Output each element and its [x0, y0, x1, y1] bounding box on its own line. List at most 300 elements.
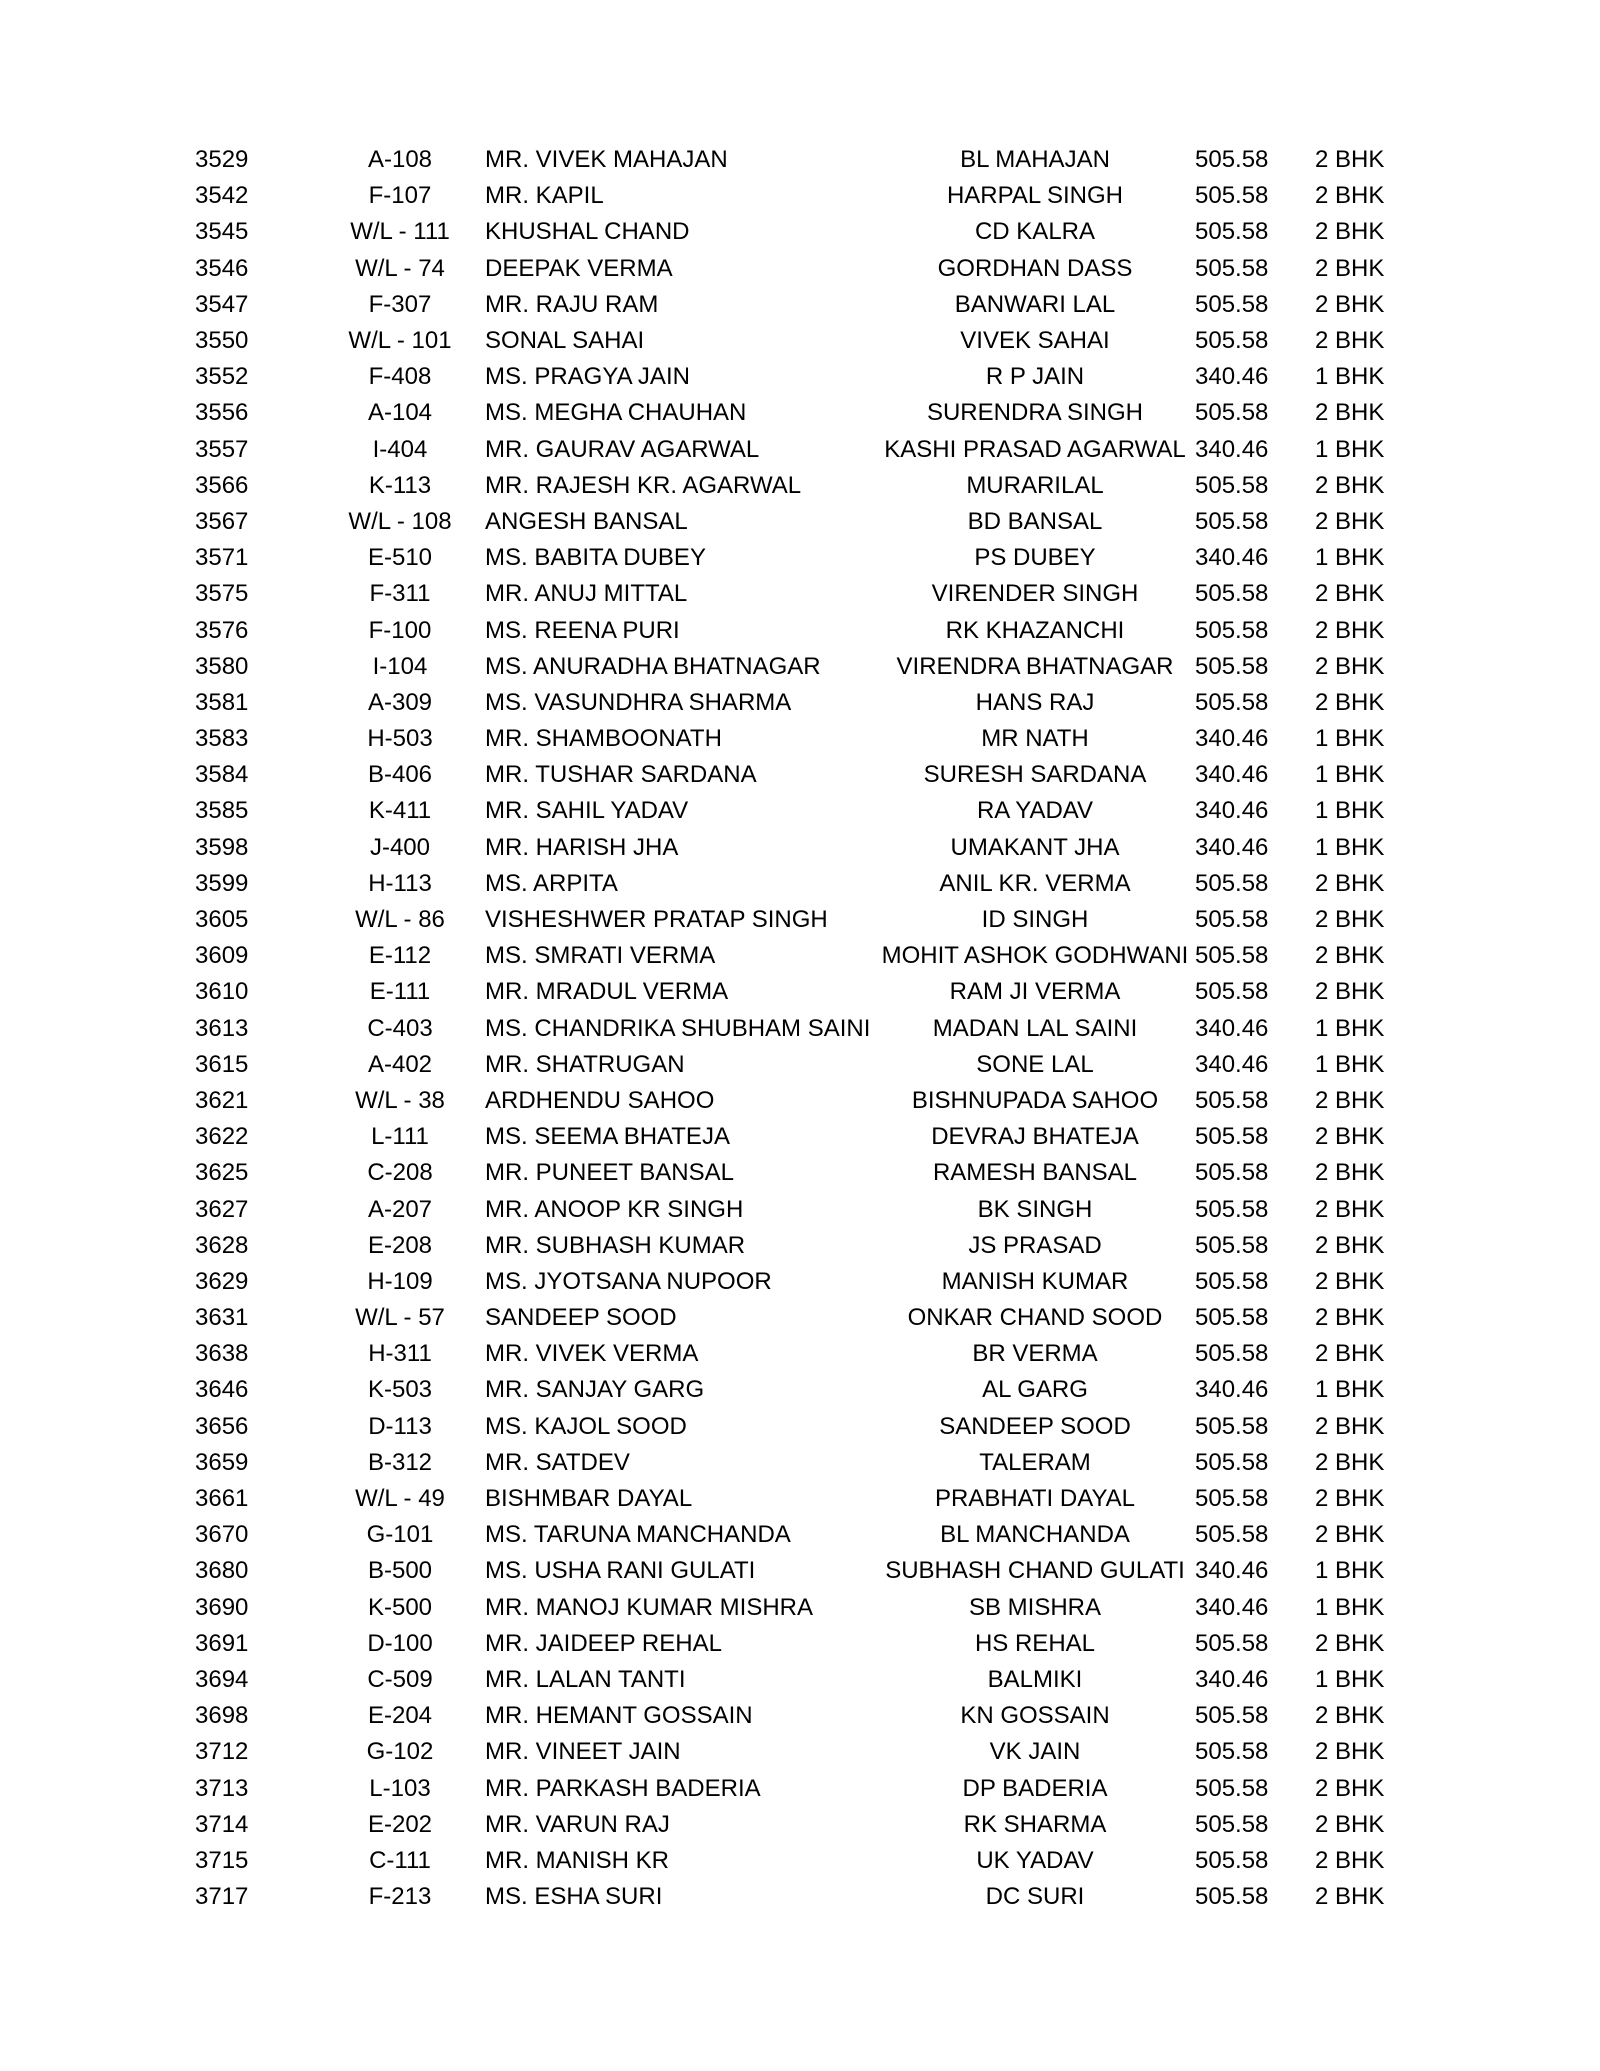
allottee-name-cell: MS. SMRATI VERMA [485, 942, 716, 970]
table-row [195, 468, 1435, 504]
father-name-cell: HARPAL SINGH [946, 182, 1124, 210]
allottee-name-cell: MR. RAJESH KR. AGARWAL [485, 471, 802, 499]
area-cell: 505.58 [1195, 1810, 1269, 1838]
serial-number-cell: 3571 [195, 544, 249, 572]
serial-number-cell: 3581 [195, 688, 249, 716]
allottee-name-cell: MR. SHATRUGAN [485, 1050, 685, 1078]
flat-number-cell: W/L - 74 [355, 254, 445, 282]
area-cell: 340.46 [1195, 1665, 1269, 1693]
allottee-name-cell: MR. RAJU RAM [485, 290, 659, 318]
serial-number-cell: 3631 [195, 1304, 249, 1332]
serial-number-cell: 3661 [195, 1485, 249, 1513]
flat-number-cell: W/L - 57 [355, 1304, 445, 1332]
flat-number-cell: E-510 [367, 544, 433, 572]
allottee-name-cell: MR. ANUJ MITTAL [485, 580, 688, 608]
father-name-cell: BR VERMA [972, 1340, 1098, 1368]
area-cell: 505.58 [1195, 290, 1269, 318]
allottee-name-cell: SONAL SAHAI [485, 327, 645, 355]
table-row [195, 1300, 1435, 1336]
table-row [195, 432, 1435, 468]
flat-type-cell: 2 BHK [1315, 182, 1385, 210]
serial-number-cell: 3698 [195, 1702, 249, 1730]
father-name-cell: PRABHATI DAYAL [934, 1485, 1136, 1513]
flat-type-cell: 2 BHK [1315, 399, 1385, 427]
area-cell: 505.58 [1195, 1267, 1269, 1295]
serial-number-cell: 3584 [195, 761, 249, 789]
father-name-cell: PS DUBEY [974, 544, 1096, 572]
table-row [195, 540, 1435, 576]
serial-number-cell: 3599 [195, 869, 249, 897]
area-cell: 505.58 [1195, 1448, 1269, 1476]
serial-number-cell: 3656 [195, 1412, 249, 1440]
flat-number-cell: A-104 [367, 399, 433, 427]
area-cell: 505.58 [1195, 942, 1269, 970]
flat-type-cell: 2 BHK [1315, 1231, 1385, 1259]
allottee-name-cell: MS. CHANDRIKA SHUBHAM SAINI [485, 1014, 871, 1042]
table-row [195, 721, 1435, 757]
table-row [195, 649, 1435, 685]
allottee-name-cell: MS. REENA PURI [485, 616, 680, 644]
table-row [195, 1843, 1435, 1879]
flat-number-cell: H-311 [368, 1340, 432, 1368]
father-name-cell: SURENDRA SINGH [926, 399, 1144, 427]
area-cell: 340.46 [1195, 544, 1269, 572]
father-name-cell: ANIL KR. VERMA [939, 869, 1131, 897]
table-row [195, 1191, 1435, 1227]
serial-number-cell: 3627 [195, 1195, 249, 1223]
table-row [195, 1807, 1435, 1843]
table-row [195, 938, 1435, 974]
area-cell: 505.58 [1195, 146, 1269, 174]
flat-number-cell: A-402 [367, 1050, 433, 1078]
serial-number-cell: 3690 [195, 1593, 249, 1621]
flat-type-cell: 2 BHK [1315, 869, 1385, 897]
allottee-name-cell: MR. SATDEV [485, 1448, 630, 1476]
area-cell: 505.58 [1195, 1702, 1269, 1730]
flat-type-cell: 2 BHK [1315, 978, 1385, 1006]
allottee-name-cell: MS. USHA RANI GULATI [485, 1557, 756, 1585]
father-name-cell: R P JAIN [985, 363, 1085, 391]
area-cell: 505.58 [1195, 1195, 1269, 1223]
area-cell: 340.46 [1195, 1014, 1269, 1042]
father-name-cell: BALMIKI [987, 1665, 1083, 1693]
serial-number-cell: 3576 [195, 616, 249, 644]
allottee-name-cell: MR. SANJAY GARG [485, 1376, 705, 1404]
father-name-cell: CD KALRA [974, 218, 1096, 246]
flat-number-cell: E-204 [367, 1702, 433, 1730]
father-name-cell: RAM JI VERMA [949, 978, 1121, 1006]
flat-type-cell: 2 BHK [1315, 507, 1385, 535]
allottee-name-cell: MS. PRAGYA JAIN [485, 363, 690, 391]
flat-number-cell: C-111 [369, 1846, 431, 1874]
area-cell: 505.58 [1195, 580, 1269, 608]
flat-type-cell: 2 BHK [1315, 1846, 1385, 1874]
table-row [195, 178, 1435, 214]
father-name-cell: MADAN LAL SAINI [932, 1014, 1138, 1042]
serial-number-cell: 3557 [195, 435, 249, 463]
father-name-cell: VIVEK SAHAI [960, 327, 1110, 355]
flat-number-cell: E-111 [369, 978, 431, 1006]
father-name-cell: JS PRASAD [968, 1231, 1102, 1259]
table-row [195, 1011, 1435, 1047]
allottee-name-cell: MR. VIVEK VERMA [485, 1340, 699, 1368]
area-cell: 505.58 [1195, 399, 1269, 427]
area-cell: 505.58 [1195, 507, 1269, 535]
allottee-name-cell: MS. ANURADHA BHATNAGAR [485, 652, 821, 680]
table-row [195, 1662, 1435, 1698]
serial-number-cell: 3670 [195, 1521, 249, 1549]
flat-number-cell: H-109 [367, 1267, 433, 1295]
flat-type-cell: 1 BHK [1315, 1376, 1385, 1404]
allottee-name-cell: MS. MEGHA CHAUHAN [485, 399, 747, 427]
table-row [195, 1083, 1435, 1119]
serial-number-cell: 3715 [195, 1846, 249, 1874]
area-cell: 505.58 [1195, 1231, 1269, 1259]
flat-type-cell: 2 BHK [1315, 1340, 1385, 1368]
flat-type-cell: 2 BHK [1315, 1629, 1385, 1657]
father-name-cell: ID SINGH [981, 906, 1089, 934]
flat-number-cell: G-102 [366, 1738, 434, 1766]
area-cell: 505.58 [1195, 1123, 1269, 1151]
serial-number-cell: 3638 [195, 1340, 249, 1368]
father-name-cell: SANDEEP SOOD [939, 1412, 1131, 1440]
allotment-table [195, 142, 1435, 1915]
flat-type-cell: 1 BHK [1315, 833, 1385, 861]
serial-number-cell: 3691 [195, 1629, 249, 1657]
table-row [195, 1879, 1435, 1915]
table-row [195, 1481, 1435, 1517]
flat-type-cell: 2 BHK [1315, 1883, 1385, 1911]
flat-type-cell: 1 BHK [1315, 725, 1385, 753]
allottee-name-cell: KHUSHAL CHAND [485, 218, 690, 246]
flat-type-cell: 1 BHK [1315, 1050, 1385, 1078]
allottee-name-cell: MR. JAIDEEP REHAL [485, 1629, 722, 1657]
serial-number-cell: 3605 [195, 906, 249, 934]
serial-number-cell: 3714 [195, 1810, 249, 1838]
area-cell: 340.46 [1195, 725, 1269, 753]
flat-type-cell: 2 BHK [1315, 1123, 1385, 1151]
allottee-name-cell: MR. ANOOP KR SINGH [485, 1195, 744, 1223]
area-cell: 340.46 [1195, 1557, 1269, 1585]
table-row [195, 793, 1435, 829]
table-row [195, 1445, 1435, 1481]
allottee-name-cell: MS. JYOTSANA NUPOOR [485, 1267, 772, 1295]
table-row [195, 1372, 1435, 1408]
father-name-cell: DP BADERIA [962, 1774, 1108, 1802]
flat-number-cell: K-503 [367, 1376, 433, 1404]
flat-number-cell: C-208 [367, 1159, 433, 1187]
flat-number-cell: W/L - 49 [355, 1485, 445, 1513]
area-cell: 505.58 [1195, 182, 1269, 210]
flat-type-cell: 2 BHK [1315, 1267, 1385, 1295]
area-cell: 340.46 [1195, 1050, 1269, 1078]
area-cell: 505.58 [1195, 1774, 1269, 1802]
serial-number-cell: 3628 [195, 1231, 249, 1259]
father-name-cell: SURESH SARDANA [923, 761, 1147, 789]
father-name-cell: SB MISHRA [968, 1593, 1102, 1621]
flat-number-cell: W/L - 111 [350, 218, 450, 246]
area-cell: 505.58 [1195, 1159, 1269, 1187]
table-row [195, 1264, 1435, 1300]
allottee-name-cell: MS. ESHA SURI [485, 1883, 663, 1911]
flat-type-cell: 2 BHK [1315, 1810, 1385, 1838]
father-name-cell: SUBHASH CHAND GULATI [885, 1557, 1185, 1585]
table-row [195, 902, 1435, 938]
flat-number-cell: K-500 [367, 1593, 433, 1621]
area-cell: 505.58 [1195, 327, 1269, 355]
flat-number-cell: E-112 [368, 942, 432, 970]
flat-type-cell: 2 BHK [1315, 616, 1385, 644]
serial-number-cell: 3585 [195, 797, 249, 825]
allottee-name-cell: MR. LALAN TANTI [485, 1665, 686, 1693]
flat-number-cell: A-108 [367, 146, 433, 174]
allottee-name-cell: MR. HEMANT GOSSAIN [485, 1702, 753, 1730]
flat-type-cell: 2 BHK [1315, 1485, 1385, 1513]
serial-number-cell: 3545 [195, 218, 249, 246]
table-row [195, 395, 1435, 431]
allottee-name-cell: MS. ARPITA [485, 869, 618, 897]
father-name-cell: VIRENDER SINGH [931, 580, 1139, 608]
father-name-cell: UMAKANT JHA [950, 833, 1120, 861]
table-row [195, 830, 1435, 866]
flat-number-cell: F-213 [368, 1883, 432, 1911]
allottee-name-cell: MR. TUSHAR SARDANA [485, 761, 757, 789]
area-cell: 505.58 [1195, 1629, 1269, 1657]
table-row [195, 1626, 1435, 1662]
area-cell: 505.58 [1195, 1304, 1269, 1332]
father-name-cell: AL GARG [982, 1376, 1088, 1404]
flat-number-cell: W/L - 101 [348, 327, 452, 355]
flat-number-cell: D-113 [368, 1412, 432, 1440]
allottee-name-cell: MS. VASUNDHRA SHARMA [485, 688, 792, 716]
flat-type-cell: 2 BHK [1315, 1702, 1385, 1730]
table-row [195, 214, 1435, 250]
allottee-name-cell: MR. PARKASH BADERIA [485, 1774, 761, 1802]
flat-number-cell: C-509 [367, 1665, 433, 1693]
allottee-name-cell: MR. PUNEET BANSAL [485, 1159, 734, 1187]
flat-type-cell: 1 BHK [1315, 1593, 1385, 1621]
father-name-cell: UK YADAV [976, 1846, 1094, 1874]
area-cell: 505.58 [1195, 906, 1269, 934]
flat-number-cell: B-500 [367, 1557, 433, 1585]
father-name-cell: MURARILAL [966, 471, 1104, 499]
serial-number-cell: 3610 [195, 978, 249, 1006]
serial-number-cell: 3542 [195, 182, 249, 210]
father-name-cell: MOHIT ASHOK GODHWANI [881, 942, 1189, 970]
father-name-cell: BK SINGH [977, 1195, 1093, 1223]
area-cell: 340.46 [1195, 435, 1269, 463]
serial-number-cell: 3622 [195, 1123, 249, 1151]
flat-type-cell: 2 BHK [1315, 1412, 1385, 1440]
serial-number-cell: 3717 [195, 1883, 249, 1911]
area-cell: 505.58 [1195, 869, 1269, 897]
father-name-cell: RK SHARMA [963, 1810, 1107, 1838]
area-cell: 505.58 [1195, 1738, 1269, 1766]
allottee-name-cell: MR. MANOJ KUMAR MISHRA [485, 1593, 814, 1621]
area-cell: 505.58 [1195, 1521, 1269, 1549]
allottee-name-cell: DEEPAK VERMA [485, 254, 673, 282]
flat-number-cell: G-101 [366, 1521, 434, 1549]
flat-type-cell: 1 BHK [1315, 1665, 1385, 1693]
allottee-name-cell: VISHESHWER PRATAP SINGH [485, 906, 828, 934]
allottee-name-cell: MR. SHAMBOONATH [485, 725, 722, 753]
area-cell: 505.58 [1195, 1883, 1269, 1911]
allottee-name-cell: MR. VINEET JAIN [485, 1738, 681, 1766]
father-name-cell: BISHNUPADA SAHOO [911, 1086, 1159, 1114]
flat-number-cell: E-208 [367, 1231, 433, 1259]
father-name-cell: HANS RAJ [975, 688, 1095, 716]
allottee-name-cell: MR. VIVEK MAHAJAN [485, 146, 728, 174]
allottee-name-cell: ANGESH BANSAL [485, 507, 688, 535]
table-row [195, 504, 1435, 540]
serial-number-cell: 3583 [195, 725, 249, 753]
flat-type-cell: 2 BHK [1315, 1738, 1385, 1766]
flat-type-cell: 2 BHK [1315, 146, 1385, 174]
flat-number-cell: C-403 [367, 1014, 433, 1042]
father-name-cell: BL MANCHANDA [940, 1521, 1130, 1549]
table-row [195, 1698, 1435, 1734]
father-name-cell: KN GOSSAIN [960, 1702, 1110, 1730]
flat-number-cell: H-503 [367, 725, 433, 753]
table-row [195, 757, 1435, 793]
area-cell: 505.58 [1195, 218, 1269, 246]
flat-number-cell: F-307 [368, 290, 432, 318]
father-name-cell: HS REHAL [974, 1629, 1096, 1657]
allottee-name-cell: MR. MANISH KR [485, 1846, 670, 1874]
father-name-cell: RK KHAZANCHI [945, 616, 1125, 644]
table-row [195, 1590, 1435, 1626]
area-cell: 505.58 [1195, 1412, 1269, 1440]
allottee-name-cell: MR. SUBHASH KUMAR [485, 1231, 746, 1259]
flat-type-cell: 2 BHK [1315, 942, 1385, 970]
father-name-cell: DEVRAJ BHATEJA [931, 1123, 1139, 1151]
father-name-cell: RAMESH BANSAL [932, 1159, 1138, 1187]
flat-type-cell: 2 BHK [1315, 688, 1385, 716]
serial-number-cell: 3613 [195, 1014, 249, 1042]
serial-number-cell: 3629 [195, 1267, 249, 1295]
flat-number-cell: E-202 [367, 1810, 433, 1838]
father-name-cell: BL MAHAJAN [960, 146, 1110, 174]
flat-type-cell: 2 BHK [1315, 1086, 1385, 1114]
allottee-name-cell: MR. MRADUL VERMA [485, 978, 729, 1006]
table-body [195, 142, 1435, 1915]
flat-type-cell: 2 BHK [1315, 327, 1385, 355]
father-name-cell: VK JAIN [989, 1738, 1081, 1766]
table-row [195, 359, 1435, 395]
area-cell: 340.46 [1195, 363, 1269, 391]
area-cell: 340.46 [1195, 1376, 1269, 1404]
flat-number-cell: K-411 [368, 797, 432, 825]
flat-type-cell: 1 BHK [1315, 363, 1385, 391]
allottee-name-cell: MR. VARUN RAJ [485, 1810, 670, 1838]
flat-number-cell: F-408 [368, 363, 432, 391]
table-row [195, 1228, 1435, 1264]
table-row [195, 1047, 1435, 1083]
table-row [195, 866, 1435, 902]
serial-number-cell: 3713 [195, 1774, 249, 1802]
flat-number-cell: F-100 [368, 616, 432, 644]
area-cell: 505.58 [1195, 688, 1269, 716]
flat-type-cell: 2 BHK [1315, 1774, 1385, 1802]
flat-number-cell: K-113 [368, 471, 432, 499]
table-row [195, 287, 1435, 323]
flat-type-cell: 2 BHK [1315, 218, 1385, 246]
allottee-name-cell: ARDHENDU SAHOO [485, 1086, 715, 1114]
father-name-cell: TALERAM [979, 1448, 1091, 1476]
serial-number-cell: 3567 [195, 507, 249, 535]
flat-number-cell: W/L - 38 [355, 1086, 445, 1114]
flat-number-cell: I-404 [372, 435, 428, 463]
flat-number-cell: F-311 [369, 580, 431, 608]
flat-number-cell: A-207 [367, 1195, 433, 1223]
area-cell: 505.58 [1195, 616, 1269, 644]
father-name-cell: RA YADAV [976, 797, 1094, 825]
flat-type-cell: 2 BHK [1315, 1304, 1385, 1332]
table-row [195, 142, 1435, 178]
serial-number-cell: 3547 [195, 290, 249, 318]
allottee-name-cell: MR. HARISH JHA [485, 833, 679, 861]
father-name-cell: KASHI PRASAD AGARWAL [884, 435, 1186, 463]
table-row [195, 974, 1435, 1010]
serial-number-cell: 3529 [195, 146, 249, 174]
serial-number-cell: 3575 [195, 580, 249, 608]
serial-number-cell: 3609 [195, 942, 249, 970]
flat-type-cell: 2 BHK [1315, 1521, 1385, 1549]
table-row [195, 1155, 1435, 1191]
flat-type-cell: 1 BHK [1315, 797, 1385, 825]
father-name-cell: ONKAR CHAND SOOD [907, 1304, 1163, 1332]
father-name-cell: SONE LAL [976, 1050, 1094, 1078]
area-cell: 505.58 [1195, 978, 1269, 1006]
allottee-name-cell: MR. SAHIL YADAV [485, 797, 689, 825]
allottee-name-cell: BISHMBAR DAYAL [485, 1485, 693, 1513]
flat-type-cell: 2 BHK [1315, 290, 1385, 318]
serial-number-cell: 3580 [195, 652, 249, 680]
flat-type-cell: 2 BHK [1315, 906, 1385, 934]
serial-number-cell: 3566 [195, 471, 249, 499]
table-row [195, 251, 1435, 287]
flat-type-cell: 2 BHK [1315, 1448, 1385, 1476]
serial-number-cell: 3694 [195, 1665, 249, 1693]
serial-number-cell: 3552 [195, 363, 249, 391]
serial-number-cell: 3659 [195, 1448, 249, 1476]
flat-type-cell: 1 BHK [1315, 761, 1385, 789]
flat-number-cell: B-312 [367, 1448, 433, 1476]
table-row [195, 685, 1435, 721]
flat-type-cell: 2 BHK [1315, 652, 1385, 680]
allottee-name-cell: SANDEEP SOOD [485, 1304, 677, 1332]
area-cell: 340.46 [1195, 797, 1269, 825]
table-row [195, 1517, 1435, 1553]
area-cell: 340.46 [1195, 1593, 1269, 1621]
flat-type-cell: 2 BHK [1315, 1195, 1385, 1223]
flat-number-cell: L-103 [369, 1774, 431, 1802]
father-name-cell: MR NATH [981, 725, 1089, 753]
serial-number-cell: 3680 [195, 1557, 249, 1585]
flat-number-cell: H-113 [368, 869, 432, 897]
serial-number-cell: 3712 [195, 1738, 249, 1766]
flat-type-cell: 1 BHK [1315, 1557, 1385, 1585]
table-row [195, 612, 1435, 648]
allottee-name-cell: MS. TARUNA MANCHANDA [485, 1521, 791, 1549]
flat-number-cell: B-406 [367, 761, 433, 789]
flat-number-cell: F-107 [368, 182, 432, 210]
flat-number-cell: W/L - 108 [348, 507, 452, 535]
area-cell: 505.58 [1195, 1846, 1269, 1874]
flat-type-cell: 2 BHK [1315, 254, 1385, 282]
allottee-name-cell: MR. KAPIL [485, 182, 604, 210]
flat-type-cell: 2 BHK [1315, 471, 1385, 499]
